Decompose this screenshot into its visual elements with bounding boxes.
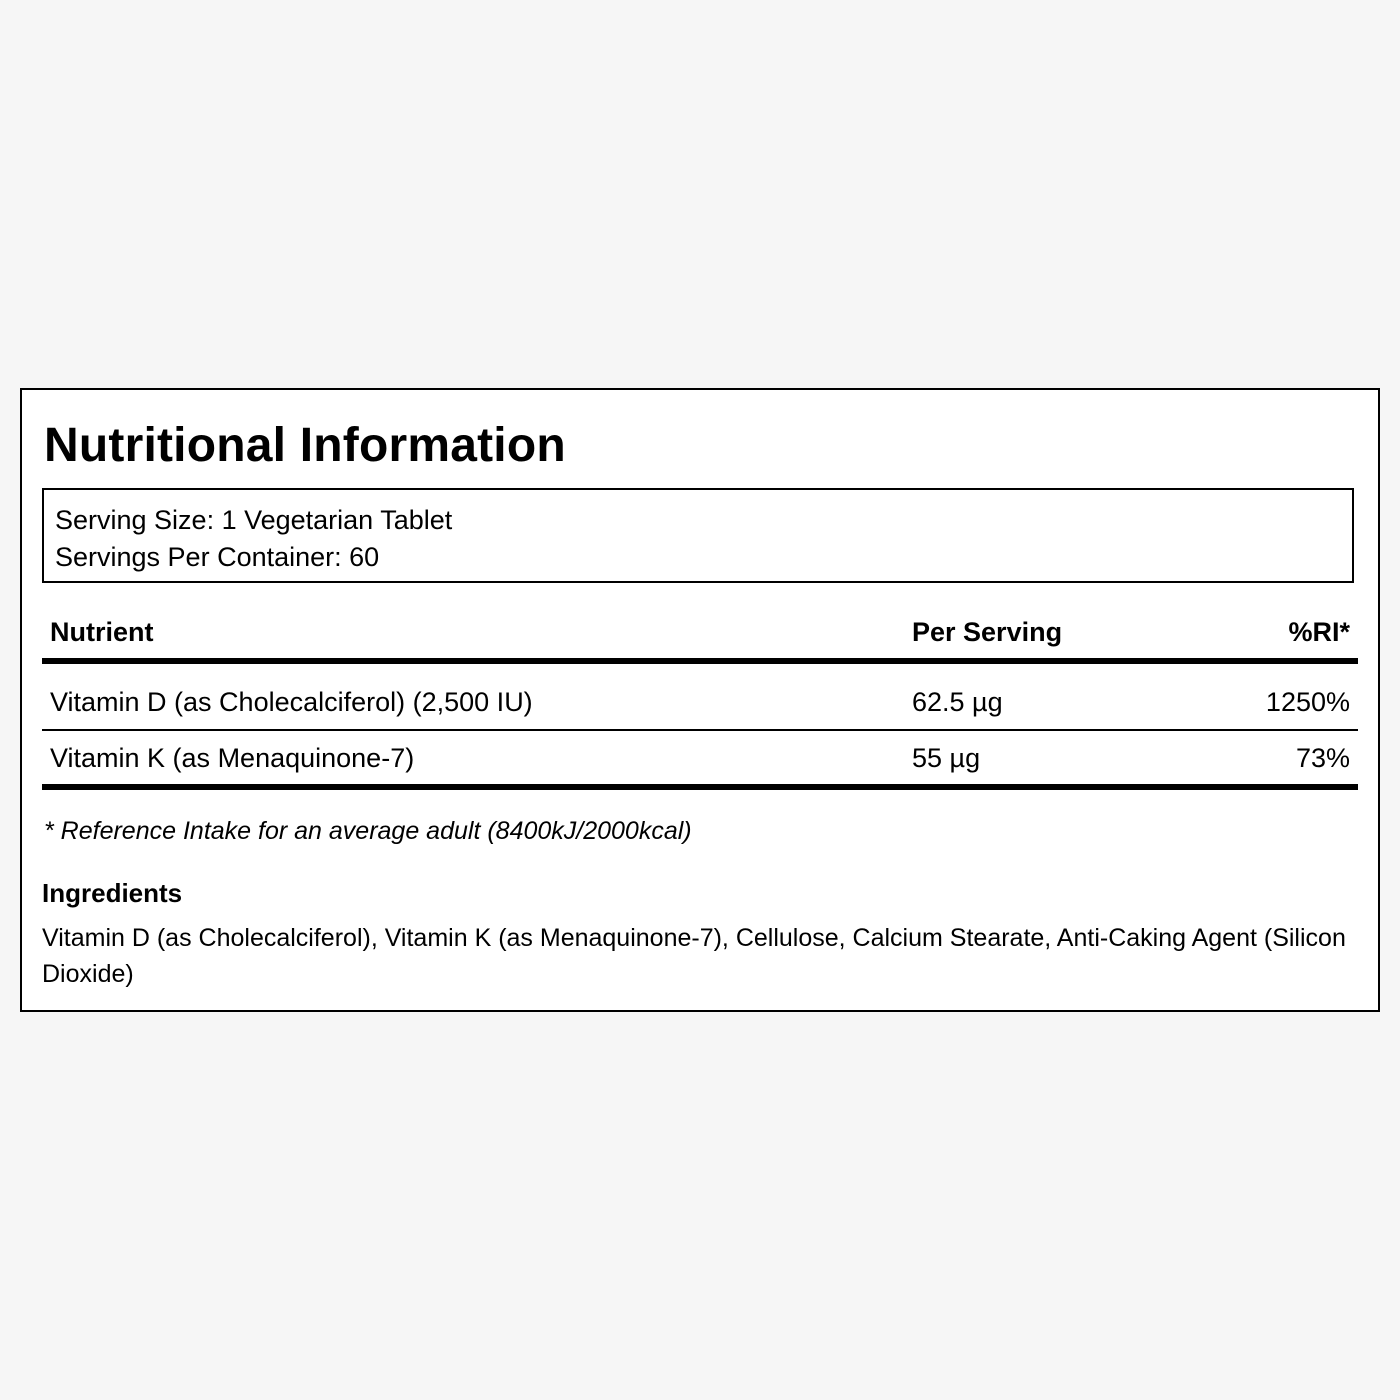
column-header-ri: %RI* [1288,617,1350,647]
serving-size: Serving Size: 1 Vegetarian Tablet [55,505,453,535]
nutrition-label-panel [20,388,1380,1012]
servings-per-container: Servings Per Container: 60 [55,542,380,572]
row-vitamin-d-ri: 1250% [1265,687,1350,717]
row-vitamin-d-per-serving: 62.5 µg [912,687,1003,717]
row-vitamin-k-nutrient: Vitamin K (as Menaquinone-7) [50,743,415,773]
row-vitamin-d-nutrient: Vitamin D (as Cholecalciferol) (2,500 IU) [50,687,533,717]
ri-footnote: * Reference Intake for an average adult (8400kJ/2000kcal) [44,817,692,845]
column-header-nutrient: Nutrient [50,617,154,647]
row-vitamin-k-ri: 73% [1295,743,1350,773]
table-bottom-divider [42,784,1358,790]
ingredients-text: Vitamin D (as Cholecalciferol), Vitamin K (as Menaquinone-7), Cellulose, Calcium Stearate, Anti-Caking Agent (Silicon Dioxide) [42,924,1346,988]
row-divider [42,729,1358,731]
label-title: Nutritional Information [44,419,566,472]
column-header-per-serving: Per Serving [912,617,1063,647]
row-vitamin-k-per-serving: 55 µg [912,743,981,773]
serving-info-box [42,488,1354,583]
ingredients-heading: Ingredients [42,878,183,908]
header-divider [42,658,1358,664]
